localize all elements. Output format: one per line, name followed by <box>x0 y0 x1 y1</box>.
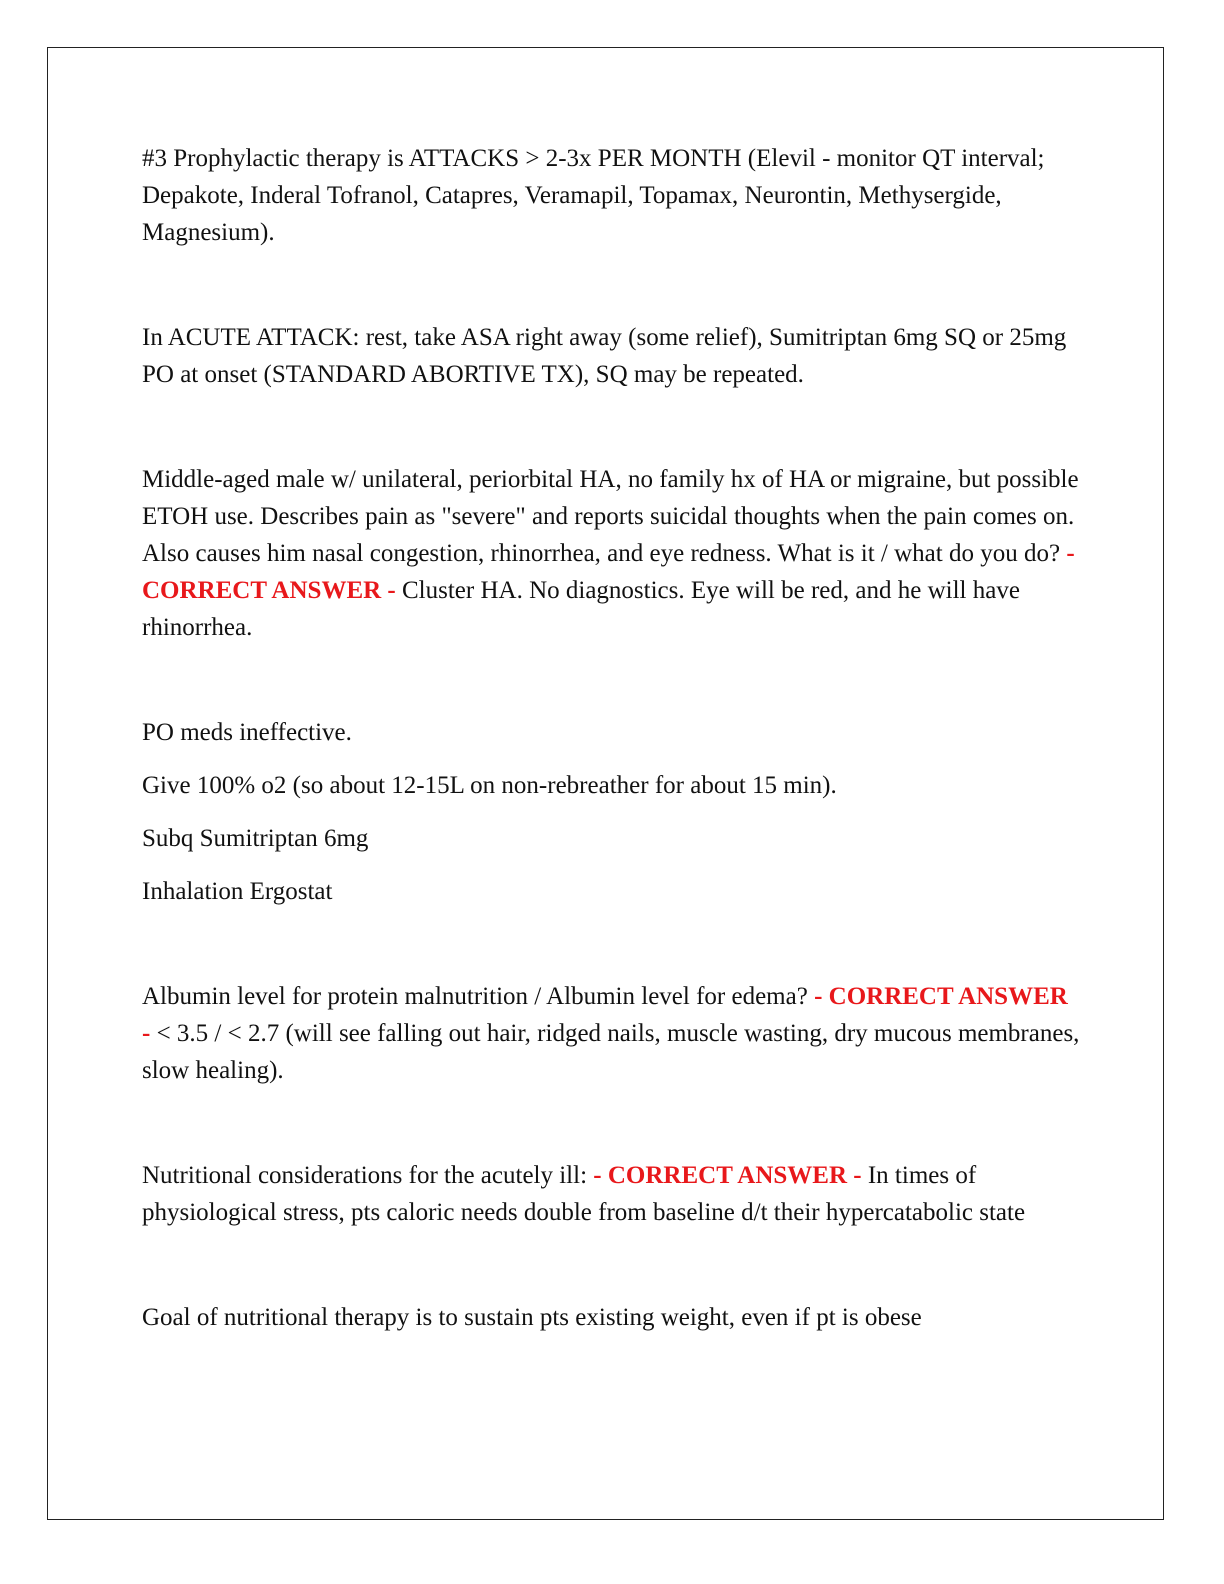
paragraph-text: #3 Prophylactic therapy is ATTACKS > 2-3x PER MONTH (Elevil - monitor QT interval; Depakote, Inderal Tofranol, Catapres, Veramapil, Topamax, Neurontin, Methysergide, Magnesium). <box>142 145 1045 246</box>
qa-cluster-headache <box>142 461 1082 646</box>
treatment-line: PO meds ineffective. <box>142 719 352 746</box>
correct-answer-marker: - CORRECT ANSWER - <box>142 983 1068 1047</box>
paragraph-text: Goal of nutritional therapy is to sustain pts existing weight, even if pt is obese <box>142 1304 922 1331</box>
qa-albumin-level <box>142 978 1082 1089</box>
question-text: Albumin level for protein malnutrition / Albumin level for edema? <box>142 983 815 1010</box>
question-text: Nutritional considerations for the acutely ill: <box>142 1162 594 1189</box>
answer-text: In times of physiological stress, pts caloric needs double from baseline d/t their hypercatabolic state <box>142 1162 1026 1226</box>
answer-text: Cluster HA. No diagnostics. Eye will be red, and he will have rhinorrhea. <box>142 577 1020 641</box>
paragraph-text: In ACUTE ATTACK: rest, take ASA right away (some relief), Sumitriptan 6mg SQ or 25mg PO at onset (STANDARD ABORTIVE TX), SQ may be repeated. <box>142 324 1067 388</box>
treatment-line: Subq Sumitriptan 6mg <box>142 825 369 852</box>
treatment-line: Give 100% o2 (so about 12-15L on non-rebreather for about 15 min). <box>142 772 837 799</box>
answer-text: < 3.5 / < 2.7 (will see falling out hair, ridged nails, muscle wasting, dry mucous membranes, slow healing). <box>142 1020 1080 1084</box>
correct-answer-marker: - CORRECT ANSWER - <box>142 540 1075 604</box>
question-text: Middle-aged male w/ unilateral, periorbital HA, no family hx of HA or migraine, but possible ETOH use. Describes pain as "severe" and reports suicidal thoughts when the pain comes on. Also causes him nasal congestion, rhinorrhea, and eye redness. What is it / what do you do? <box>142 466 1079 567</box>
treatment-line: Inhalation Ergostat <box>142 878 333 905</box>
document-body <box>142 140 1082 1336</box>
paragraph-nutrition-goal <box>142 1299 1082 1336</box>
paragraph-prophylactic-therapy <box>142 140 1082 251</box>
paragraph-acute-attack <box>142 319 1082 393</box>
correct-answer-marker: - CORRECT ANSWER - <box>593 1162 862 1189</box>
qa-nutrition-acutely-ill <box>142 1157 1082 1231</box>
